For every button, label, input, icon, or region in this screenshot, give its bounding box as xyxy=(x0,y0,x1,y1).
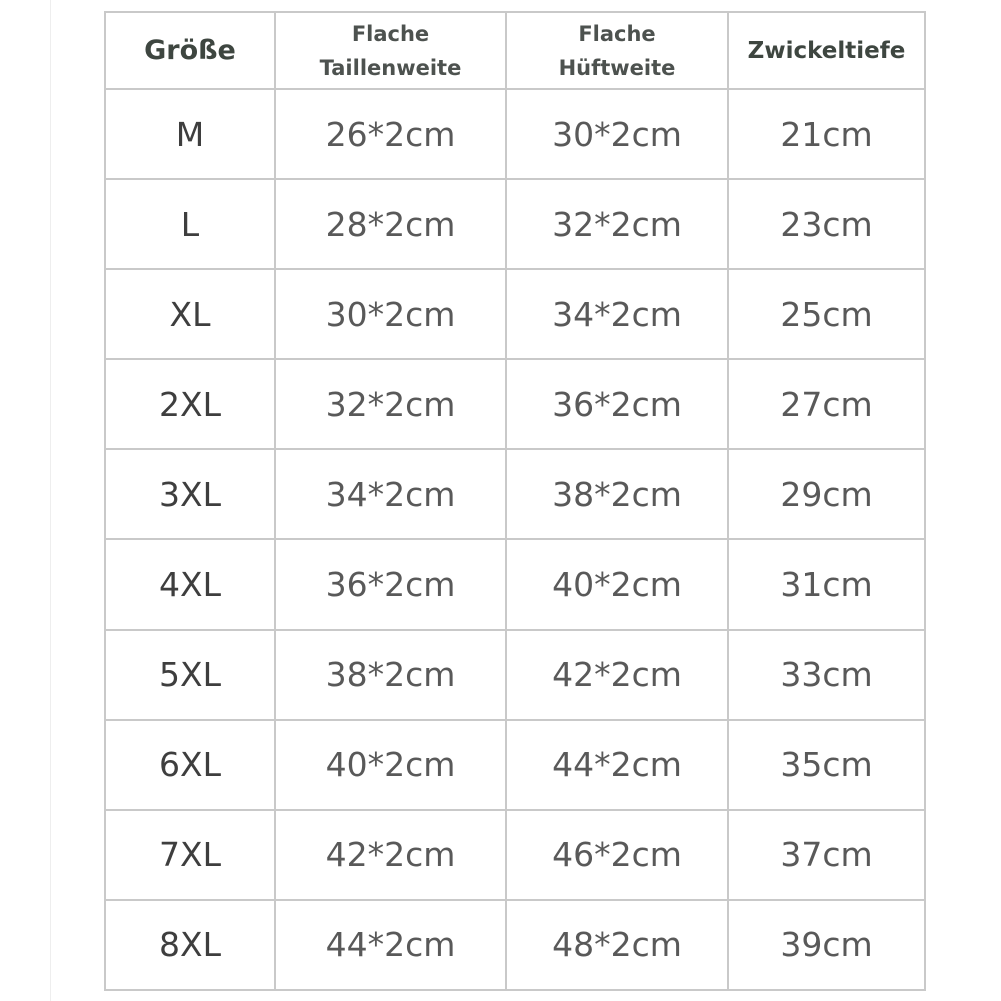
header-flat-waist-line1: Flache xyxy=(351,21,430,46)
gusset-cell: 27cm xyxy=(728,359,925,449)
header-size: Größe xyxy=(105,12,275,89)
waist-cell: 40*2cm xyxy=(275,720,506,810)
table-row xyxy=(105,449,925,539)
table-row xyxy=(105,630,925,720)
table-row xyxy=(105,900,925,990)
waist-cell: 38*2cm xyxy=(275,630,506,720)
header-flat-hip-line2: Hüftweite xyxy=(558,55,676,80)
header-gusset-depth: Zwickeltiefe xyxy=(728,12,925,89)
page-edge-line xyxy=(50,0,51,1001)
table-row xyxy=(105,269,925,359)
waist-cell: 32*2cm xyxy=(275,359,506,449)
gusset-cell: 23cm xyxy=(728,179,925,269)
table-row xyxy=(105,720,925,810)
gusset-cell: 31cm xyxy=(728,539,925,629)
hip-cell: 36*2cm xyxy=(506,359,728,449)
table-row xyxy=(105,89,925,179)
header-flat-hip xyxy=(506,12,728,89)
header-row xyxy=(105,12,925,89)
size-cell: 8XL xyxy=(105,900,275,990)
hip-cell: 46*2cm xyxy=(506,810,728,900)
hip-cell: 30*2cm xyxy=(506,89,728,179)
header-flat-waist xyxy=(275,12,506,89)
waist-cell: 26*2cm xyxy=(275,89,506,179)
waist-cell: 34*2cm xyxy=(275,449,506,539)
gusset-cell: 39cm xyxy=(728,900,925,990)
hip-cell: 32*2cm xyxy=(506,179,728,269)
size-cell: M xyxy=(105,89,275,179)
table-row xyxy=(105,810,925,900)
size-cell: 7XL xyxy=(105,810,275,900)
size-cell: 2XL xyxy=(105,359,275,449)
hip-cell: 42*2cm xyxy=(506,630,728,720)
waist-cell: 44*2cm xyxy=(275,900,506,990)
table-row xyxy=(105,179,925,269)
size-cell: 3XL xyxy=(105,449,275,539)
hip-cell: 40*2cm xyxy=(506,539,728,629)
size-chart-table xyxy=(104,11,926,991)
gusset-cell: 25cm xyxy=(728,269,925,359)
waist-cell: 28*2cm xyxy=(275,179,506,269)
gusset-cell: 29cm xyxy=(728,449,925,539)
hip-cell: 34*2cm xyxy=(506,269,728,359)
table-row xyxy=(105,539,925,629)
table-row xyxy=(105,359,925,449)
size-cell: 4XL xyxy=(105,539,275,629)
waist-cell: 36*2cm xyxy=(275,539,506,629)
header-flat-hip-line1: Flache xyxy=(578,21,656,46)
waist-cell: 42*2cm xyxy=(275,810,506,900)
size-cell: L xyxy=(105,179,275,269)
header-flat-waist-line2: Taillenweite xyxy=(319,55,462,80)
gusset-cell: 35cm xyxy=(728,720,925,810)
size-cell: 6XL xyxy=(105,720,275,810)
size-cell: 5XL xyxy=(105,630,275,720)
hip-cell: 48*2cm xyxy=(506,900,728,990)
hip-cell: 44*2cm xyxy=(506,720,728,810)
gusset-cell: 33cm xyxy=(728,630,925,720)
hip-cell: 38*2cm xyxy=(506,449,728,539)
gusset-cell: 21cm xyxy=(728,89,925,179)
gusset-cell: 37cm xyxy=(728,810,925,900)
size-cell: XL xyxy=(105,269,275,359)
waist-cell: 30*2cm xyxy=(275,269,506,359)
